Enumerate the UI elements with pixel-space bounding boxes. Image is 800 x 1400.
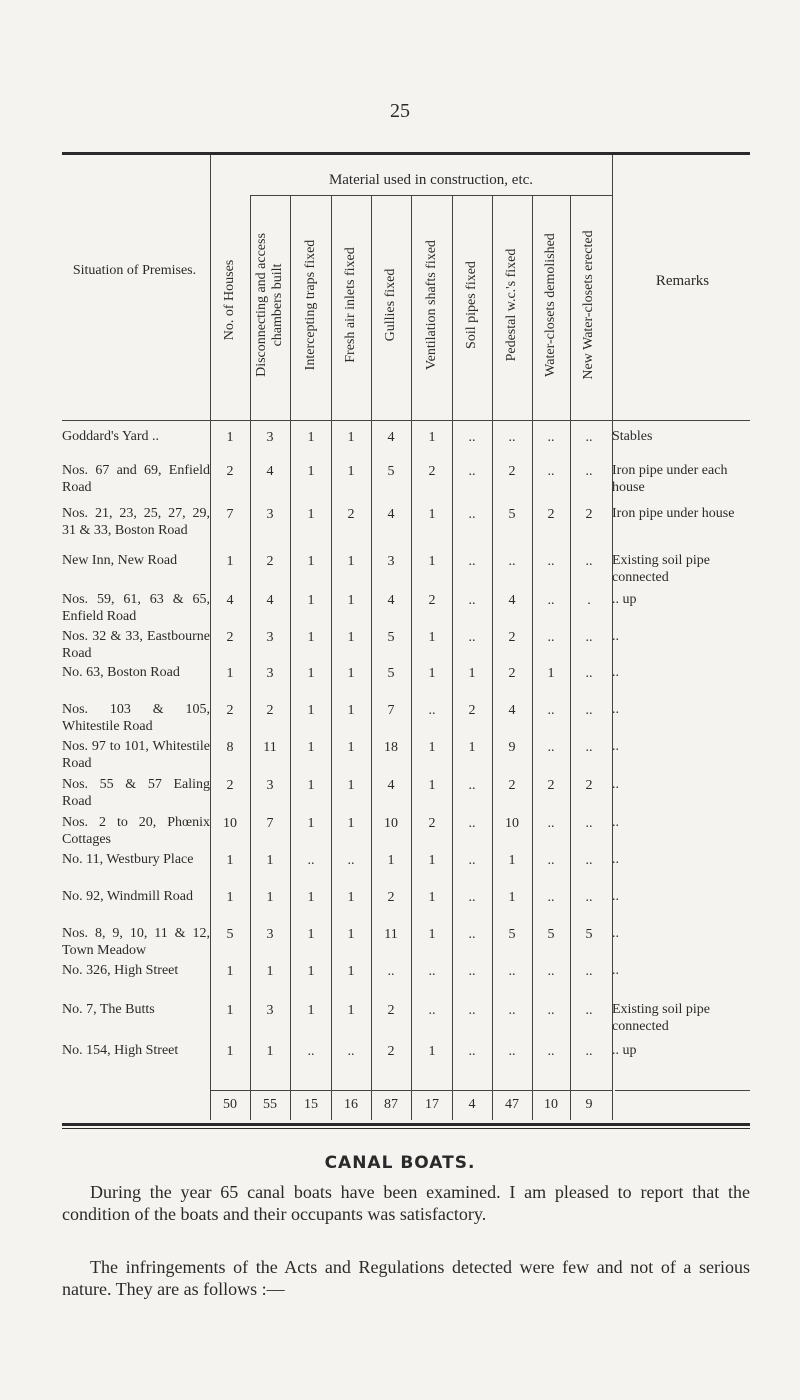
material-column-header: Intercepting traps fixed	[303, 239, 318, 371]
value-cell: ..	[347, 853, 355, 868]
value-cell: ..	[468, 1003, 476, 1018]
value-cell: 1	[347, 666, 355, 681]
value-cell: 1	[347, 593, 355, 608]
value-cell: 1	[266, 890, 274, 905]
material-column-header: Ventilation shafts fixed	[424, 240, 439, 370]
value-cell: ..	[585, 666, 593, 681]
value-cell: 2	[428, 464, 436, 479]
situation-cell: Nos. 67 and 69, Enfield Road	[62, 463, 210, 495]
value-cell: 1	[508, 853, 516, 868]
value-cell: 1	[347, 964, 355, 979]
situation-cell: No. 154, High Street	[62, 1043, 179, 1058]
value-cell: ..	[468, 554, 476, 569]
value-cell: 1	[307, 964, 315, 979]
value-cell: 7	[387, 703, 395, 718]
value-cell: ..	[585, 816, 593, 831]
value-cell: 1	[307, 816, 315, 831]
value-cell: 1	[307, 890, 315, 905]
remarks-cell: .. up	[612, 592, 637, 607]
value-cell: 1	[226, 890, 234, 905]
value-cell: ..	[468, 507, 476, 522]
value-cell: 10	[384, 816, 398, 831]
value-cell: 8	[226, 740, 234, 755]
value-cell: 1	[226, 666, 234, 681]
paragraph-1: During the year 65 canal boats have been examined. I am pleased to report that the condition of the boats and their occupants was satisfactory.	[62, 1182, 750, 1224]
column-rule	[290, 195, 291, 1120]
remarks-cell: ..	[612, 629, 619, 644]
value-cell: ..	[547, 740, 555, 755]
value-cell: ..	[307, 853, 315, 868]
value-cell: 4	[266, 593, 274, 608]
value-cell: ..	[547, 890, 555, 905]
remarks-cell: ..	[612, 665, 619, 680]
situation-cell: Nos. 59, 61, 63 & 65, Enfield Road	[62, 592, 210, 624]
situation-cell: Nos. 55 & 57 Ealing Road	[62, 777, 210, 809]
column-rule	[250, 195, 251, 1120]
value-cell: 5	[508, 507, 516, 522]
total-cell: 17	[425, 1097, 439, 1112]
remarks-header: Remarks	[655, 273, 710, 289]
value-cell: ..	[468, 816, 476, 831]
remarks-cell: ..	[612, 702, 619, 717]
value-cell: 2	[508, 630, 516, 645]
value-cell: 1	[347, 630, 355, 645]
value-cell: 11	[263, 740, 277, 755]
value-cell: 4	[387, 778, 395, 793]
value-cell: 1	[347, 430, 355, 445]
situation-cell: No. 7, The Butts	[62, 1002, 155, 1017]
value-cell: 3	[266, 430, 274, 445]
value-cell: 1	[307, 464, 315, 479]
value-cell: 1	[307, 666, 315, 681]
value-cell: 1	[307, 630, 315, 645]
value-cell: 4	[226, 593, 234, 608]
totals-rule	[210, 1090, 612, 1091]
value-cell: 1	[226, 554, 234, 569]
situation-cell: New Inn, New Road	[62, 553, 178, 568]
value-cell: ..	[547, 1003, 555, 1018]
value-cell: 1	[307, 507, 315, 522]
value-cell: 2	[547, 507, 555, 522]
value-cell: ..	[585, 1003, 593, 1018]
situation-cell: Nos. 2 to 20, Phœnix Cottages	[62, 815, 210, 847]
remarks-cell: Iron pipe under each house	[612, 463, 728, 495]
value-cell: ..	[547, 1044, 555, 1059]
value-cell: 1	[226, 1044, 234, 1059]
value-cell: 2	[428, 593, 436, 608]
value-cell: 1	[428, 853, 436, 868]
remarks-cell: Iron pipe under house	[612, 506, 735, 521]
value-cell: 1	[428, 778, 436, 793]
value-cell: 1	[266, 853, 274, 868]
situation-cell: Nos. 97 to 101, Whitestile Road	[62, 739, 210, 771]
situation-cell: Nos. 32 & 33, Eastbourne Road	[62, 629, 210, 661]
value-cell: 4	[387, 593, 395, 608]
value-cell: 4	[508, 703, 516, 718]
value-cell: 5	[585, 927, 593, 942]
situation-cell: No. 11, Westbury Place	[62, 852, 194, 867]
value-cell: 5	[508, 927, 516, 942]
value-cell: 2	[387, 1044, 395, 1059]
value-cell: ..	[585, 853, 593, 868]
value-cell: ..	[468, 853, 476, 868]
value-cell: 3	[266, 778, 274, 793]
value-cell: 5	[387, 666, 395, 681]
value-cell: 2	[226, 703, 234, 718]
value-cell: 2	[508, 464, 516, 479]
value-cell: 2	[428, 816, 436, 831]
value-cell: ..	[508, 1044, 516, 1059]
remarks-cell: Stables	[612, 429, 653, 444]
paragraph-2: The infringements of the Acts and Regulations detected were few and not of a serious nature. They are as follows :—	[62, 1257, 750, 1299]
value-cell: 1	[428, 430, 436, 445]
total-cell: 55	[263, 1097, 277, 1112]
total-cell: 10	[544, 1097, 558, 1112]
value-cell: 1	[428, 666, 436, 681]
value-cell: ..	[428, 964, 436, 979]
material-group-underline	[250, 195, 612, 196]
value-cell: ..	[547, 703, 555, 718]
value-cell: ..	[547, 430, 555, 445]
value-cell: ..	[585, 554, 593, 569]
remarks-cell: ..	[612, 963, 619, 978]
value-cell: ..	[508, 430, 516, 445]
value-cell: 2	[508, 778, 516, 793]
value-cell: 9	[508, 740, 516, 755]
value-cell: ..	[547, 464, 555, 479]
value-cell: 2	[266, 554, 274, 569]
value-cell: 7	[226, 507, 234, 522]
value-cell: 2	[547, 778, 555, 793]
value-cell: 4	[387, 430, 395, 445]
value-cell: 2	[387, 890, 395, 905]
situation-cell: Nos. 103 & 105, Whitestile Road	[62, 702, 210, 734]
value-cell: 1	[307, 593, 315, 608]
value-cell: 10	[505, 816, 519, 831]
situation-header: Situation of Premises.	[72, 263, 197, 278]
value-cell: 1	[347, 816, 355, 831]
value-cell: 2	[585, 778, 593, 793]
value-cell: ..	[347, 1044, 355, 1059]
value-cell: ..	[547, 593, 555, 608]
remarks-cell: ..	[612, 889, 619, 904]
value-cell: 4	[387, 507, 395, 522]
value-cell: ..	[307, 1044, 315, 1059]
remarks-totals-rule	[615, 1090, 750, 1091]
value-cell: 1	[226, 964, 234, 979]
value-cell: 11	[384, 927, 398, 942]
value-cell: 1	[347, 927, 355, 942]
value-cell: ..	[468, 890, 476, 905]
remarks-cell: Existing soil pipe connected	[612, 1002, 710, 1034]
value-cell: 1	[307, 703, 315, 718]
column-rule	[331, 195, 332, 1120]
value-cell: ..	[468, 630, 476, 645]
value-cell: 18	[384, 740, 398, 755]
remarks-cell: ..	[612, 777, 619, 792]
remarks-cell: ..	[612, 815, 619, 830]
value-cell: 7	[266, 816, 274, 831]
remarks-cell: ..	[612, 926, 619, 941]
remarks-cell: Existing soil pipe connected	[612, 553, 710, 585]
value-cell: 1	[226, 1003, 234, 1018]
value-cell: 1	[508, 890, 516, 905]
value-cell: 3	[266, 630, 274, 645]
value-cell: ..	[585, 464, 593, 479]
value-cell: 2	[508, 666, 516, 681]
total-cell: 47	[505, 1097, 519, 1112]
value-cell: 3	[266, 927, 274, 942]
value-cell: 1	[307, 740, 315, 755]
value-cell: ..	[585, 1044, 593, 1059]
value-cell: ..	[547, 816, 555, 831]
value-cell: ..	[547, 630, 555, 645]
material-column-header: Water-closets demolished	[543, 233, 558, 377]
material-column-header: Fresh air inlets fixed	[343, 247, 358, 363]
value-cell: .	[587, 593, 591, 608]
value-cell: 1	[226, 853, 234, 868]
value-cell: 1	[307, 778, 315, 793]
value-cell: 2	[468, 703, 476, 718]
value-cell: ..	[468, 464, 476, 479]
value-cell: 2	[585, 507, 593, 522]
situation-cell: No. 92, Windmill Road	[62, 889, 194, 904]
value-cell: 1	[347, 703, 355, 718]
value-cell: 2	[226, 464, 234, 479]
value-cell: ..	[468, 430, 476, 445]
value-cell: ..	[508, 1003, 516, 1018]
value-cell: 1	[307, 430, 315, 445]
value-cell: ..	[508, 554, 516, 569]
remarks-cell: .. up	[612, 1043, 637, 1058]
value-cell: ..	[547, 554, 555, 569]
total-cell: 4	[468, 1097, 476, 1112]
value-cell: 3	[266, 507, 274, 522]
value-cell: 1	[266, 1044, 274, 1059]
value-cell: ..	[387, 964, 395, 979]
value-cell: 1	[428, 927, 436, 942]
value-cell: ..	[585, 703, 593, 718]
page-number: 25	[390, 100, 410, 122]
value-cell: 1	[307, 927, 315, 942]
material-column-header: Gullies fixed	[383, 268, 398, 342]
value-cell: 2	[387, 1003, 395, 1018]
value-cell: 1	[307, 1003, 315, 1018]
value-cell: ..	[428, 703, 436, 718]
value-cell: 1	[468, 740, 476, 755]
value-cell: ..	[468, 1044, 476, 1059]
value-cell: 2	[226, 778, 234, 793]
total-cell: 15	[304, 1097, 318, 1112]
total-cell: 16	[344, 1097, 358, 1112]
total-cell: 50	[223, 1097, 237, 1112]
value-cell: 1	[347, 890, 355, 905]
value-cell: 2	[226, 630, 234, 645]
value-cell: ..	[585, 964, 593, 979]
value-cell: 10	[223, 816, 237, 831]
value-cell: 3	[266, 666, 274, 681]
situation-cell: Goddard's Yard ..	[62, 429, 160, 444]
value-cell: 1	[347, 1003, 355, 1018]
value-cell: 1	[387, 853, 395, 868]
column-rule	[452, 195, 453, 1120]
table-bottom-rule	[62, 1123, 750, 1126]
material-column-header: Disconnecting and access chambers built	[254, 233, 285, 377]
value-cell: 5	[226, 927, 234, 942]
value-cell: ..	[468, 964, 476, 979]
situation-cell: Nos. 8, 9, 10, 11 & 12, Town Meadow	[62, 926, 210, 958]
value-cell: 1	[347, 740, 355, 755]
value-cell: 5	[387, 464, 395, 479]
total-cell: 87	[384, 1097, 398, 1112]
value-cell: ..	[508, 964, 516, 979]
value-cell: ..	[468, 927, 476, 942]
remarks-cell: ..	[612, 852, 619, 867]
material-column-header: Soil pipes fixed	[464, 261, 479, 349]
value-cell: 4	[266, 464, 274, 479]
remarks-cell: ..	[612, 739, 619, 754]
value-cell: 3	[387, 554, 395, 569]
situation-cell: Nos. 21, 23, 25, 27, 29, 31 & 33, Boston Road	[62, 506, 210, 538]
value-cell: 1	[468, 666, 476, 681]
value-cell: ..	[547, 964, 555, 979]
value-cell: ..	[468, 593, 476, 608]
value-cell: 3	[266, 1003, 274, 1018]
total-cell: 9	[585, 1097, 593, 1112]
value-cell: 2	[347, 507, 355, 522]
value-cell: 1	[347, 554, 355, 569]
value-cell: ..	[547, 853, 555, 868]
value-cell: ..	[468, 778, 476, 793]
table-top-rule	[62, 152, 750, 155]
value-cell: ..	[585, 890, 593, 905]
column-rule	[371, 195, 372, 1120]
column-rule	[492, 195, 493, 1120]
houses-header: No. of Houses	[222, 259, 237, 341]
material-group-header: Material used in construction, etc.	[328, 172, 534, 188]
value-cell: ..	[585, 430, 593, 445]
value-cell: ..	[428, 1003, 436, 1018]
value-cell: 1	[428, 554, 436, 569]
value-cell: 1	[347, 464, 355, 479]
value-cell: ..	[585, 630, 593, 645]
situation-cell: No. 63, Boston Road	[62, 665, 180, 680]
table-bottom-rule-thin	[62, 1128, 750, 1129]
value-cell: 1	[347, 778, 355, 793]
material-column-header: Pedestal w.c.'s fixed	[504, 248, 519, 362]
header-bottom-rule	[62, 420, 750, 421]
value-cell: 4	[508, 593, 516, 608]
material-column-header: New Water-closets erected	[581, 230, 596, 380]
value-cell: 1	[266, 964, 274, 979]
column-rule	[210, 155, 211, 1120]
value-cell: 1	[547, 666, 555, 681]
column-rule	[411, 195, 412, 1120]
value-cell: 5	[547, 927, 555, 942]
value-cell: ..	[585, 740, 593, 755]
value-cell: 1	[307, 554, 315, 569]
situation-cell: No. 326, High Street	[62, 963, 179, 978]
value-cell: 1	[428, 1044, 436, 1059]
value-cell: 2	[266, 703, 274, 718]
value-cell: 1	[428, 630, 436, 645]
section-heading: CANAL BOATS.	[324, 1153, 476, 1173]
value-cell: 1	[428, 890, 436, 905]
value-cell: 1	[428, 740, 436, 755]
value-cell: 5	[387, 630, 395, 645]
value-cell: 1	[428, 507, 436, 522]
value-cell: 1	[226, 430, 234, 445]
